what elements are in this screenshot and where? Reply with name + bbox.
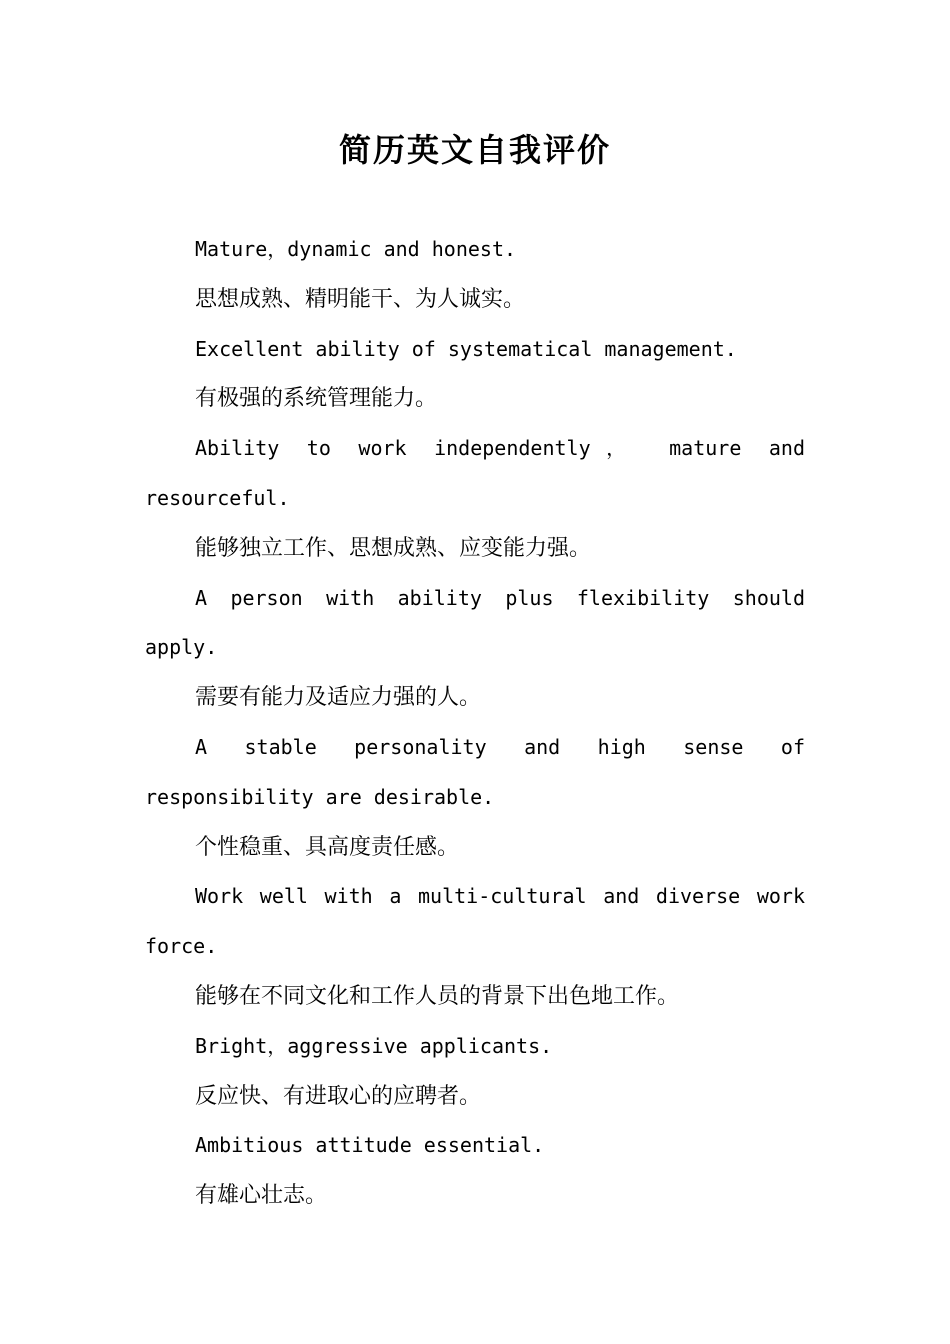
paragraph-zh: 能够在不同文化和工作人员的背景下出色地工作。 [195, 983, 680, 1009]
paragraph-zh: 反应快、有进取心的应聘者。 [195, 1083, 482, 1109]
paragraph-zh: 思想成熟、精明能干、为人诚实。 [195, 286, 526, 312]
paragraph-zh: 有雄心壮志。 [195, 1183, 328, 1209]
paragraph-en: A person with ability plus flexibility should apply. [145, 585, 805, 660]
document-body [145, 225, 805, 1221]
paragraph-zh: 个性稳重、具高度责任感。 [195, 834, 460, 860]
paragraph-en: Ambitious attitude essential. [195, 1133, 545, 1158]
paragraph-en: Bright，aggressive applicants. [195, 1033, 553, 1058]
paragraph-en: Mature，dynamic and honest. [195, 237, 517, 261]
page-title: 简历英文自我评价 [338, 131, 611, 169]
paragraph-zh: 需要有能力及适应力强的人。 [195, 685, 482, 711]
paragraph-en: Ability to work independently， mature and resourceful. [145, 436, 805, 510]
paragraph-en: A stable personality and high sense of responsibility are desirable. [145, 734, 805, 809]
paragraph-en: Excellent ability of systematical management. [195, 336, 737, 361]
paragraph-zh: 有极强的系统管理能力。 [195, 386, 438, 412]
paragraph-en: Work well with a multi-cultural and diverse work force. [145, 884, 805, 959]
paragraph-zh: 能够独立工作、思想成熟、应变能力强。 [195, 535, 592, 561]
